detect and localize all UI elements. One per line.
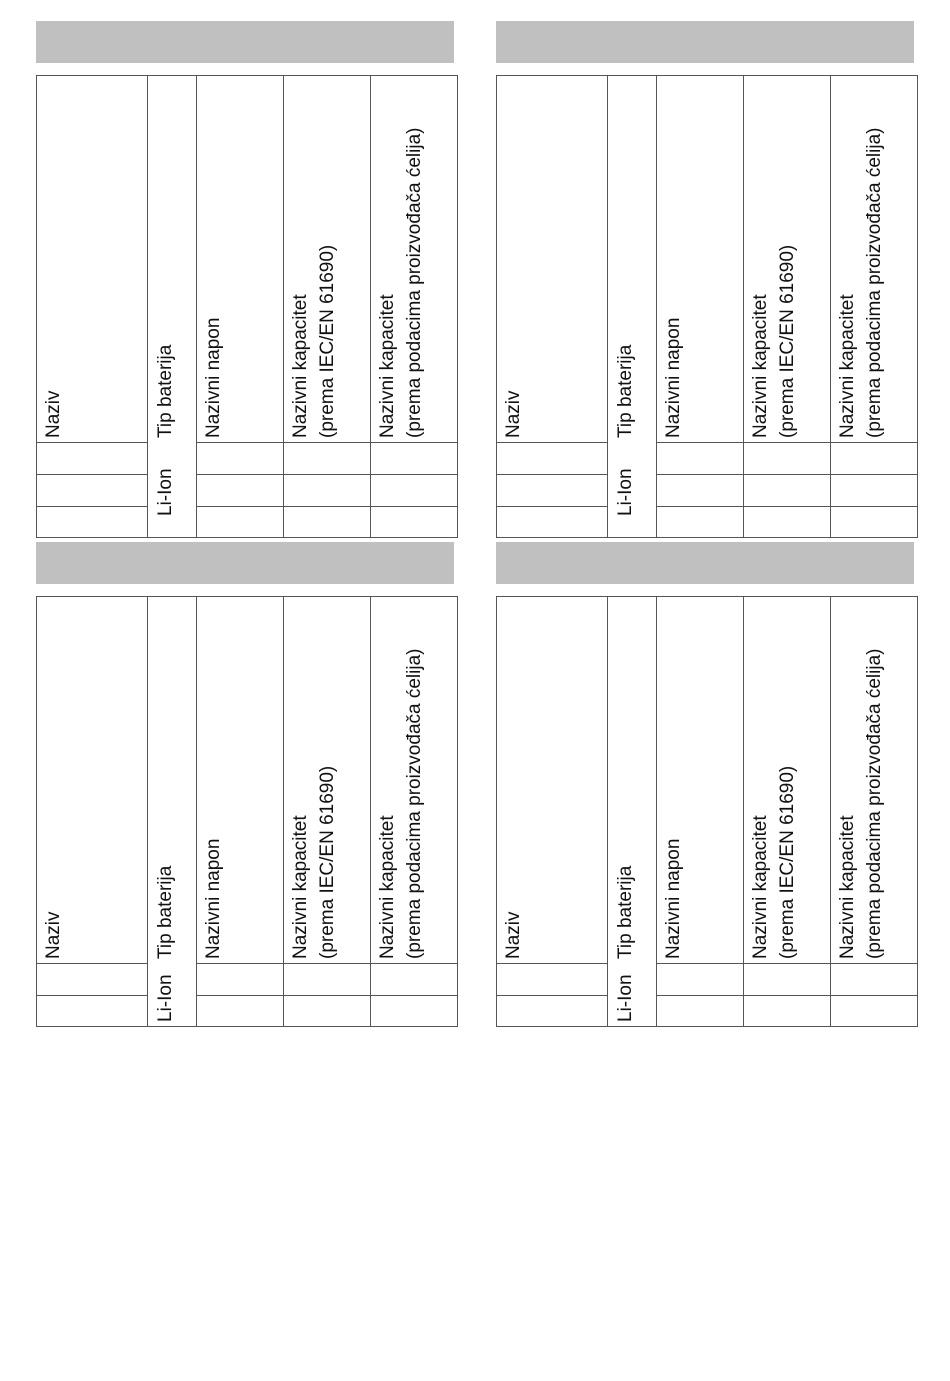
rated-voltage-label: Nazivni napon — [663, 317, 684, 438]
battery-spec-table — [496, 75, 918, 538]
capacity-cell-label-line1: Nazivni kapacitet — [837, 294, 858, 438]
capacity-iec-label-line1: Nazivni kapacitet — [290, 815, 311, 959]
capacity-iec-label-line1: Nazivni kapacitet — [750, 815, 771, 959]
capacity-iec-label-line2: (prema IEC/EN 61690) — [777, 765, 798, 959]
battery-type-value: Li-Ion — [155, 468, 176, 516]
naziv-label: Naziv — [503, 390, 524, 438]
battery-type-label: Tip baterija — [615, 344, 636, 438]
panel-header-bar — [36, 21, 454, 63]
capacity-iec-label-line2: (prema IEC/EN 61690) — [317, 765, 338, 959]
rated-voltage-label: Nazivni napon — [203, 317, 224, 438]
capacity-iec-label-line2: (prema IEC/EN 61690) — [777, 244, 798, 438]
capacity-cell-label-line2: (prema podacima proizvođača ćelija) — [864, 648, 885, 959]
battery-spec-table — [496, 596, 918, 1027]
battery-spec-table — [36, 596, 458, 1027]
capacity-iec-label-line1: Nazivni kapacitet — [750, 294, 771, 438]
capacity-iec-label-line2: (prema IEC/EN 61690) — [317, 244, 338, 438]
battery-type-label: Tip baterija — [155, 865, 176, 959]
panel-header-bar — [496, 542, 914, 584]
battery-type-label: Tip baterija — [155, 344, 176, 438]
battery-type-value: Li-Ion — [155, 974, 176, 1022]
panel-header-bar — [36, 542, 454, 584]
capacity-cell-label-line2: (prema podacima proizvođača ćelija) — [404, 127, 425, 438]
capacity-cell-label-line2: (prema podacima proizvođača ćelija) — [864, 127, 885, 438]
rated-voltage-label: Nazivni napon — [203, 838, 224, 959]
naziv-label: Naziv — [43, 390, 64, 438]
capacity-cell-label-line2: (prema podacima proizvođača ćelija) — [404, 648, 425, 959]
capacity-iec-label-line1: Nazivni kapacitet — [290, 294, 311, 438]
battery-type-label: Tip baterija — [615, 865, 636, 959]
capacity-cell-label-line1: Nazivni kapacitet — [837, 815, 858, 959]
battery-type-value: Li-Ion — [615, 974, 636, 1022]
capacity-cell-label-line1: Nazivni kapacitet — [377, 815, 398, 959]
battery-type-value: Li-Ion — [615, 468, 636, 516]
capacity-cell-label-line1: Nazivni kapacitet — [377, 294, 398, 438]
panel-header-bar — [496, 21, 914, 63]
rated-voltage-label: Nazivni napon — [663, 838, 684, 959]
naziv-label: Naziv — [43, 911, 64, 959]
battery-spec-table — [36, 75, 458, 538]
naziv-label: Naziv — [503, 911, 524, 959]
